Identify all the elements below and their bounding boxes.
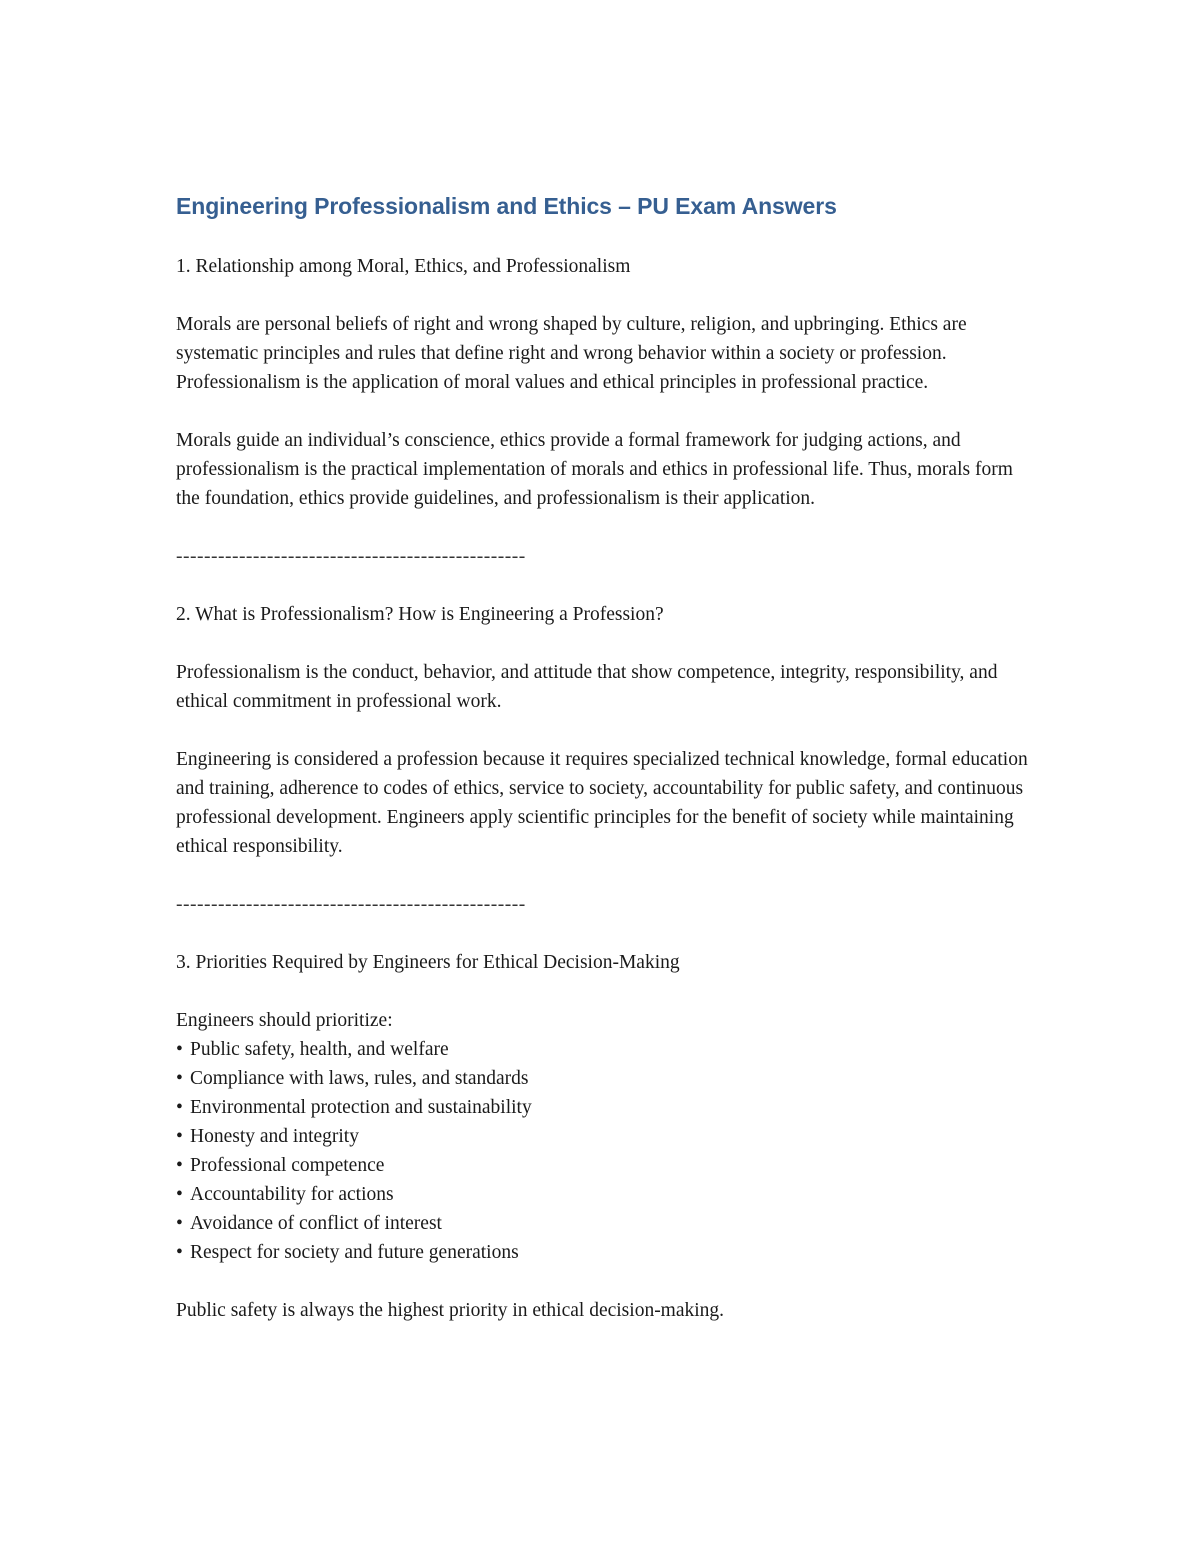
list-item-text: Accountability for actions — [190, 1184, 394, 1205]
list-item — [176, 1035, 1036, 1064]
list-item-text: Honesty and integrity — [190, 1126, 359, 1147]
list-item — [176, 1180, 1036, 1209]
priorities-closing: Public safety is always the highest priority in ethical decision-making. — [176, 1300, 725, 1321]
section-heading-2: 2. What is Professionalism? How is Engineering a Profession? — [176, 604, 664, 625]
section-2-paragraph-2: Engineering is considered a profession because it requires specialized technical knowledge, formal education and training, adherence to codes of ethics, service to society, accountability for public safety, and continuous professional development. Engineers apply scientific principles for the benefit of society while maintaining ethical responsibility. — [176, 749, 1028, 857]
list-item — [176, 1064, 1036, 1093]
list-item — [176, 1093, 1036, 1122]
section-heading-3: 3. Priorities Required by Engineers for Ethical Decision-Making — [176, 952, 680, 973]
list-item — [176, 1209, 1036, 1238]
list-item-text: Public safety, health, and welfare — [190, 1039, 449, 1060]
section-heading-1: 1. Relationship among Moral, Ethics, and Professionalism — [176, 256, 631, 277]
list-item — [176, 1151, 1036, 1180]
bullet-icon: • — [176, 1242, 183, 1263]
priorities-intro: Engineers should prioritize: — [176, 1010, 393, 1031]
list-item-text: Professional competence — [190, 1155, 385, 1176]
document-content — [176, 188, 1036, 1354]
bullet-icon: • — [176, 1213, 183, 1234]
bullet-icon: • — [176, 1097, 183, 1118]
list-item — [176, 1122, 1036, 1151]
section-divider: -------------------------------------------------- — [176, 894, 526, 915]
section-1-paragraph-2: Morals guide an individual’s conscience, ethics provide a formal framework for judging actions, and professionalism is the practical implementation of morals and ethics in professional life. Thus, morals form the foundation, ethics provide guidelines, and professionalism is their application. — [176, 430, 1013, 509]
list-item-text: Compliance with laws, rules, and standards — [190, 1068, 529, 1089]
section-2-paragraph-1: Professionalism is the conduct, behavior, and attitude that show competence, integrity, responsibility, and ethical commitment in professional work. — [176, 662, 998, 712]
bullet-icon: • — [176, 1184, 183, 1205]
bullet-icon: • — [176, 1126, 183, 1147]
priorities-list — [176, 1035, 1036, 1267]
bullet-icon: • — [176, 1068, 183, 1089]
section-divider: -------------------------------------------------- — [176, 546, 526, 567]
list-item — [176, 1238, 1036, 1267]
section-1-paragraph-1: Morals are personal beliefs of right and wrong shaped by culture, religion, and upbringing. Ethics are systematic principles and rules that define right and wrong behavior within a society or profession. Professionalism is the application of moral values and ethical principles in professional practice. — [176, 314, 967, 393]
document-title: Engineering Professionalism and Ethics – PU Exam Answers — [176, 193, 837, 219]
list-item-text: Environmental protection and sustainability — [190, 1097, 532, 1118]
list-item-text: Respect for society and future generations — [190, 1242, 519, 1263]
bullet-icon: • — [176, 1155, 183, 1176]
list-item-text: Avoidance of conflict of interest — [190, 1213, 442, 1234]
bullet-icon: • — [176, 1039, 183, 1060]
